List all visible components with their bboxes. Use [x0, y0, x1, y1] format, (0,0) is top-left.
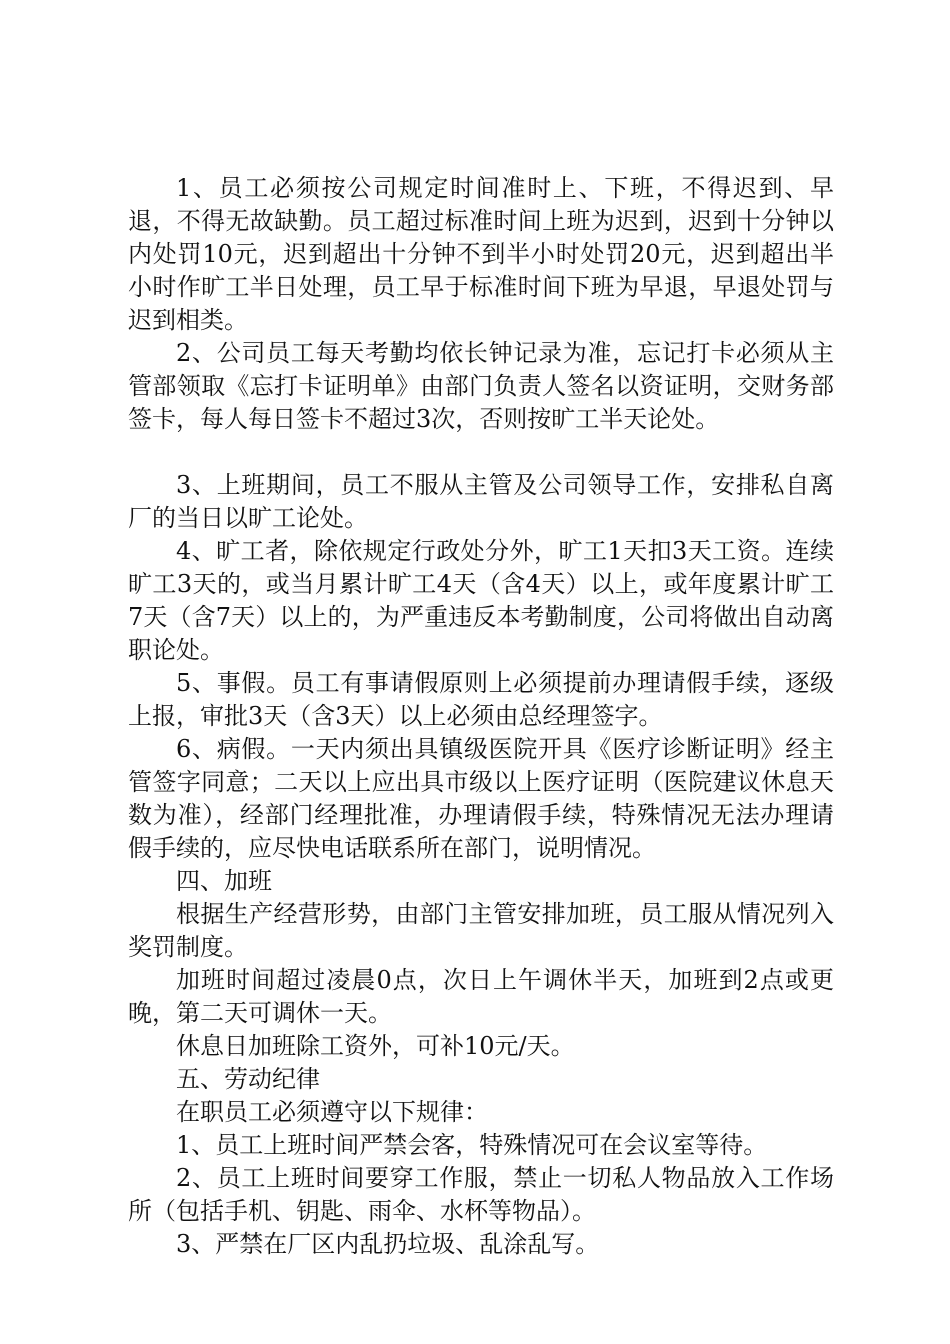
paragraph-discipline-rule-2: 2、员工上班时间要穿工作服，禁止一切私人物品放入工作场所（包括手机、钥匙、雨伞、水杯等物品）。 [128, 1164, 834, 1225]
paragraph-attendance-rule-1: 1、员工必须按公司规定时间准时上、下班，不得迟到、早退，不得无故缺勤。员工超过标准时间上班为迟到，迟到十分钟以内处罚10元，迟到超出十分钟不到半小时处罚20元，迟到超出半小时作旷工半日处理，员工早于标准时间下班为早退，早退处罚与迟到相类。 [128, 174, 834, 334]
paragraph-attendance-rule-4: 4、旷工者，除依规定行政处分外，旷工1天扣3天工资。连续旷工3天的，或当月累计旷工4天（含4天）以上，或年度累计旷工7天（含7天）以上的，为严重违反本考勤制度，公司将做出自动离职论处。 [128, 537, 834, 664]
section-heading-labor-discipline: 五、劳动纪律 [176, 1065, 320, 1093]
section-heading-overtime: 四、加班 [176, 867, 272, 895]
paragraph-attendance-rule-2: 2、公司员工每天考勤均依长钟记录为准，忘记打卡必须从主管部领取《忘打卡证明单》由部门负责人签名以资证明，交财务部签卡，每人每日签卡不超过3次，否则按旷工半天论处。 [128, 339, 834, 433]
paragraph-attendance-rule-3: 3、上班期间，员工不服从主管及公司领导工作，安排私自离厂的当日以旷工论处。 [128, 471, 834, 532]
paragraph-discipline-intro: 在职员工必须遵守以下规律： [176, 1098, 488, 1126]
document-body [128, 172, 834, 1261]
paragraph-overtime-3: 休息日加班除工资外，可补10元/天。 [176, 1032, 575, 1060]
paragraph-attendance-rule-6: 6、病假。一天内须出具镇级医院开具《医疗诊断证明》经主管签字同意；二天以上应出具市级以上医疗证明（医院建议休息天数为准），经部门经理批准，办理请假手续，特殊情况无法办理请假手续的，应尽快电话联系所在部门，说明情况。 [128, 735, 834, 862]
paragraph-overtime-2: 加班时间超过凌晨0点，次日上午调休半天，加班到2点或更晚，第二天可调休一天。 [128, 966, 834, 1027]
paragraph-discipline-rule-1: 1、员工上班时间严禁会客，特殊情况可在会议室等待。 [176, 1131, 768, 1159]
paragraph-attendance-rule-5: 5、事假。员工有事请假原则上必须提前办理请假手续，逐级上报，审批3天（含3天）以上必须由总经理签字。 [128, 669, 834, 730]
paragraph-discipline-rule-3: 3、严禁在厂区内乱扔垃圾、乱涂乱写。 [176, 1230, 600, 1258]
paragraph-overtime-1: 根据生产经营形势，由部门主管安排加班，员工服从情况列入奖罚制度。 [128, 900, 834, 961]
